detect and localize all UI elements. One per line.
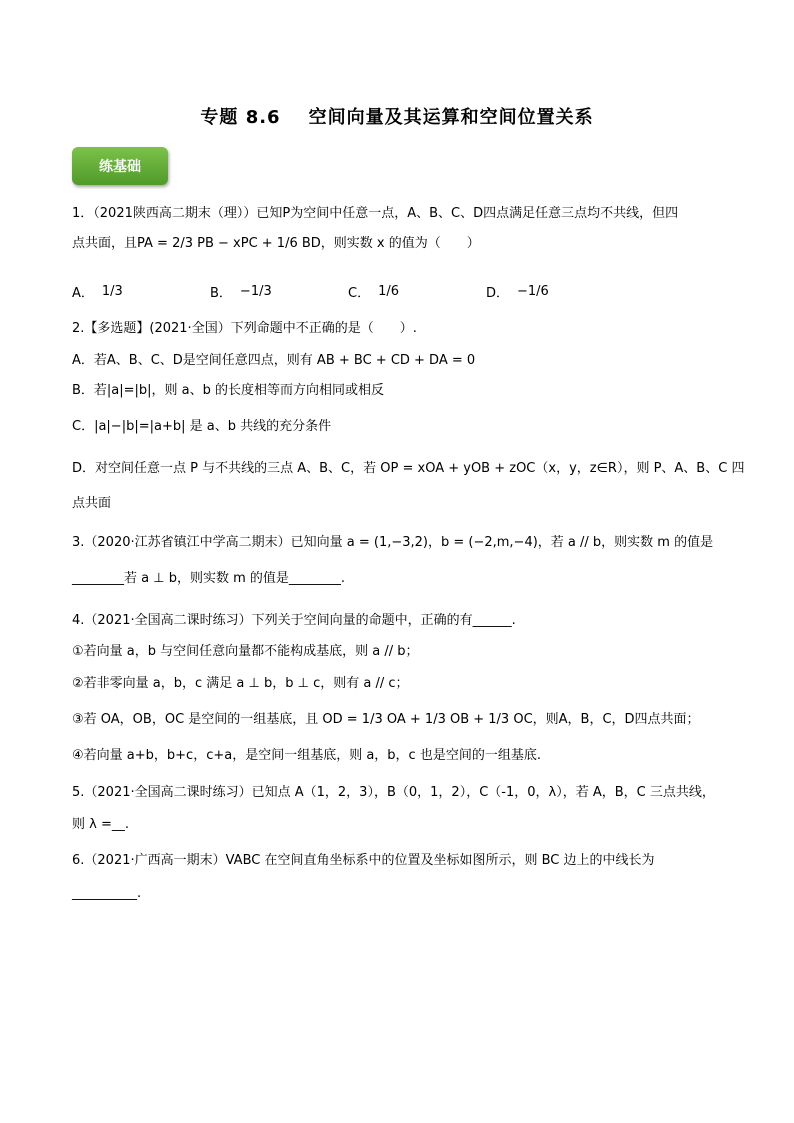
q5-line2: 则 λ =__. <box>72 817 129 832</box>
q1-line2: 点共面，且PA = 2/3 PB − xPC + 1/6 BD，则实数 x 的值为（ ） <box>72 236 480 251</box>
q2-option-c[interactable]: C．|a|−|b|=|a+b| 是 a、b 共线的充分条件 <box>72 419 332 434</box>
q1-option-c[interactable]: C． 1/6 <box>348 284 399 301</box>
q4-statement-3: ③若 OA，OB，OC 是空间的一组基底，且 OD = 1/3 OA + 1/3 OB + 1/3 OC，则A，B，C，D四点共面； <box>72 712 700 727</box>
q5-line1: 5.（2021·全国高二课时练习）已知点 A（1，2，3），B（0，1，2），C（-1，0，λ），若 A，B，C 三点共线， <box>72 785 715 800</box>
q4-statement-2: ②若非零向量 a，b，c 满足 a ⊥ b，b ⊥ c，则有 a // c； <box>72 676 409 691</box>
q4-statement-4: ④若向量 a+b，b+c，c+a，是空间一组基底，则 a，b，c 也是空间的一组基底. <box>72 748 541 763</box>
title-number: 专题 8.6 <box>200 107 281 128</box>
q3-line1: 3.（2020·江苏省镇江中学高二期末）已知向量 a = (1,−3,2)，b = (−2,m,−4)，若 a // b，则实数 m 的值是 <box>72 535 714 550</box>
q2-option-b[interactable]: B．若|a|=|b|，则 a、b 的长度相等而方向相同或相反 <box>72 383 385 398</box>
page-title <box>0 103 794 129</box>
q4-stem: 4.（2021·全国高二课时练习）下列关于空间向量的命题中，正确的有______. <box>72 613 516 628</box>
q6-line2: __________. <box>72 886 142 901</box>
q4-statement-1: ①若向量 a，b 与空间任意向量都不能构成基底，则 a // b； <box>72 644 419 659</box>
q1-line1: 1．（2021陕西高二期末（理））已知P为空间中任意一点，A、B、C、D四点满足任意三点均不共线，但四 <box>72 206 679 221</box>
q3-line2: ________若 a ⊥ b，则实数 m 的值是________. <box>72 571 346 586</box>
q1-option-d-value: −1/6 <box>517 284 549 299</box>
q1-option-b[interactable]: B． −1/3 <box>210 284 272 301</box>
section-badge: 练基础 <box>72 147 168 185</box>
q1-expression: PA = 2/3 PB − xPC + 1/6 BD <box>137 236 321 251</box>
q1-option-a-value: 1/3 <box>101 284 123 299</box>
q2-option-d-line2: 点共面 <box>72 496 112 511</box>
q6-line1: 6.（2021·广西高一期末）VABC 在空间直角坐标系中的位置及坐标如图所示，则 BC 边上的中线长为 <box>72 853 655 868</box>
q1-option-c-value: 1/6 <box>378 284 399 299</box>
title-text: 空间向量及其运算和空间位置关系 <box>308 107 594 128</box>
q2-option-d-line1[interactable]: D．对空间任意一点 P 与不共线的三点 A、B、C，若 OP = xOA + yOB + zOC（x，y，z∈R），则 P、A、B、C 四 <box>72 461 745 476</box>
q1-option-a[interactable]: A． 1/3 <box>72 284 123 301</box>
q1-option-b-value: −1/3 <box>239 284 272 299</box>
q2-option-a[interactable]: A．若A、B、C、D是空间任意四点，则有 AB + BC + CD + DA = 0 <box>72 353 476 368</box>
q1-option-d[interactable]: D． −1/6 <box>486 284 549 301</box>
q2-stem: 2.【多选题】(2021·全国）下列命题中不正确的是（ ）. <box>72 321 417 336</box>
